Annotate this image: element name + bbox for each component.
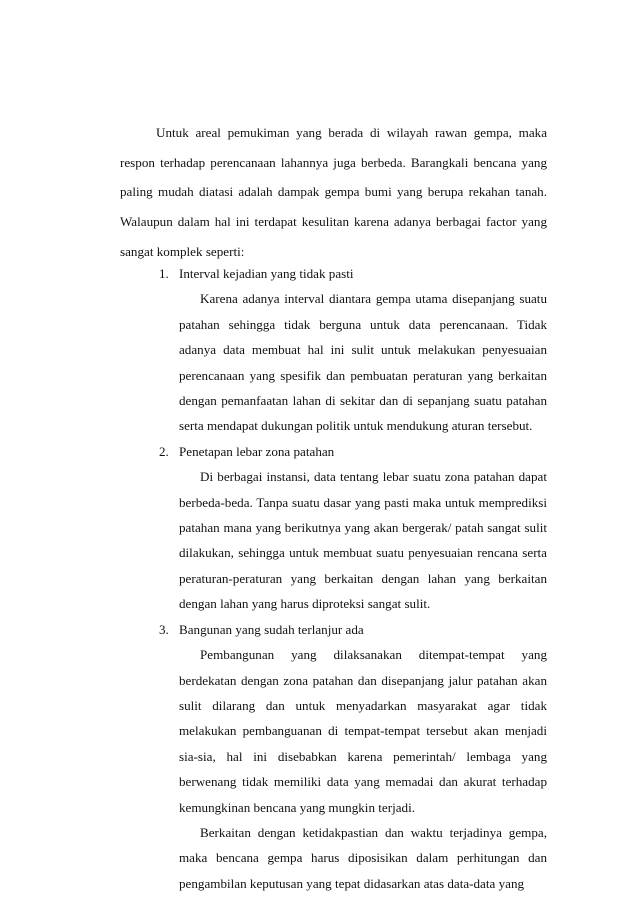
list-item-title: Bangunan yang sudah terlanjur ada [179, 621, 364, 637]
list-item [120, 261, 547, 439]
list-item-heading [120, 261, 547, 286]
list-item-number: 3. [159, 621, 169, 637]
list-item-number: 2. [159, 443, 169, 459]
list-item-number: 1. [159, 266, 169, 281]
list-item-paragraph: Di berbagai instansi, data tentang lebar suatu zona patahan dapat berbeda-beda. Tanpa suatu dasar yang pasti maka untuk memprediksi patahan mana yang berikutnya yang akan bergerak/ patah sangat sulit dilakukan, sehingga untuk membuat suatu penyesuaian rencana serta peraturan-peraturan yang berkaitan dengan lahan yang berkaitan dengan lahan yang harus diproteksi sangat sulit. [179, 469, 547, 612]
list-item-paragraph: Berkaitan dengan ketidakpastian dan waktu terjadinya gempa, maka bencana gempa harus diposisikan dalam perhitungan dan pengambilan keputusan yang tepat didasarkan atas data-data yang [179, 824, 547, 891]
list-item-title: Interval kejadian yang tidak pasti [179, 266, 354, 281]
list-item-title: Penetapan lebar zona patahan [179, 443, 335, 459]
list-item-heading [120, 617, 547, 642]
list-item-paragraph: Karena adanya interval diantara gempa utama disepanjang suatu patahan sehingga tidak berguna untuk data perencanaan. Tidak adanya data membuat hal ini sulit untuk melakukan penyesuaian perencanaan yang spesifik dan pembuatan peraturan yang berkaitan dengan pemanfaatan lahan di sekitar dan di sepanjang suatu patahan serta mendapat dukungan politik untuk mendukung aturan tersebut. [179, 291, 547, 434]
factor-list [120, 261, 547, 896]
intro-paragraph: Untuk areal pemukiman yang berada di wilayah rawan gempa, maka respon terhadap perencanaan lahannya juga berbeda. Barangkali bencana yang paling mudah diatasi adalah dampak gempa bumi yang berupa rekahan tanah. Walaupun dalam hal ini terdapat kesulitan karena adanya berbagai factor yang sangat komplek seperti: [120, 125, 547, 259]
list-item [120, 617, 547, 896]
list-item-heading [120, 439, 547, 464]
list-item [120, 439, 547, 617]
list-item-paragraph: Pembangunan yang dilaksanakan ditempat-tempat yang berdekatan dengan zona patahan dan disepanjang jalur patahan akan sulit dilarang dan untuk menyadarkan masyarakat agar tidak melakukan pembanguanan di tempat-tempat tersebut akan menjadi sia-sia, hal ini disebabkan karena pemerintah/ lembaga yang berwenang tidak memiliki data yang memadai dan akurat terhadap kemungkinan bencana yang mungkin terjadi. [179, 647, 547, 815]
